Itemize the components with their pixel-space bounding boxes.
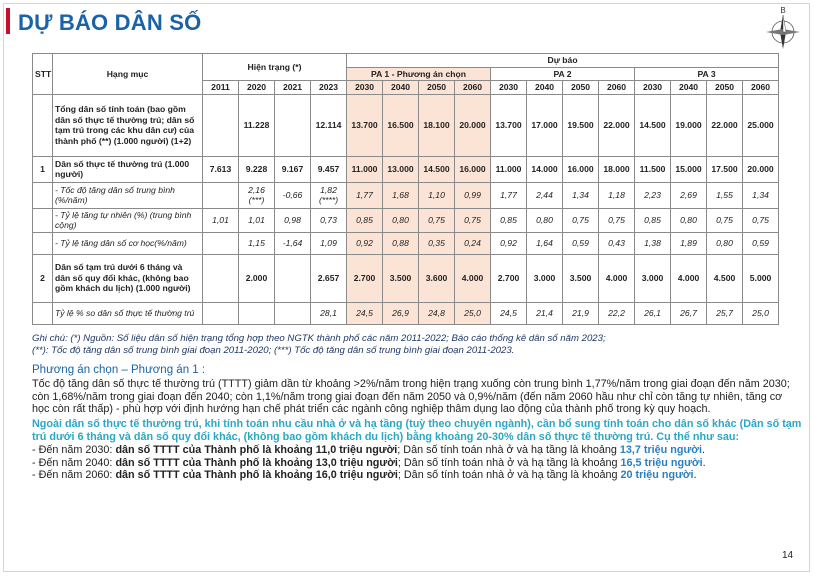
cell-ht: 12.114 [311,94,347,156]
cell-pa1: 0,99 [455,182,491,208]
cell-ht: -1,64 [275,232,311,254]
cell-pa3: 5.000 [743,254,779,302]
cell-ht [275,94,311,156]
bullet-bold: dân số TTTT của Thành phố là khoảng 11,0 triệu người [115,443,398,456]
cell-pa3: 0,80 [707,232,743,254]
bullet-end: . [701,443,705,456]
cell-pa2: 1,18 [599,182,635,208]
hangmuc-header: Hạng mục [53,54,203,95]
cell-pa2: 3.000 [527,254,563,302]
forecast-bullet [32,457,802,470]
row-label: - Tỷ lệ tăng dân số cơ học(%/năm) [53,232,203,254]
forecast-bullet [32,444,802,457]
year-header: 2050 [563,81,599,95]
cell-pa1: 0,80 [383,208,419,232]
bullet-bold: dân số TTTT của Thành phố là khoảng 13,0 triệu người [115,456,398,469]
bullet-hl: 16,5 triệu người [620,456,703,469]
table-row [33,208,779,232]
year-header: 2060 [599,81,635,95]
cell-pa1: 24,8 [419,302,455,324]
cell-pa3: 3.000 [635,254,671,302]
bullet-end: . [693,469,697,482]
forecast-bullet [32,469,802,482]
bullet-hl: 20 triệu người [620,469,694,482]
cell-pa1: 24,5 [347,302,383,324]
cell-pa2: 0,85 [491,208,527,232]
row-stt: 1 [33,156,53,182]
note-line-2: (**): Tốc độ tăng dân số trung bình giai đoạn 2011-2020; (***) Tốc độ tăng dân số trung bình giai đoạn 2011-2023. [32,345,515,356]
cell-pa2: 11.000 [491,156,527,182]
row-label: Dân số thực tế thường trú (1.000 người) [53,156,203,182]
cell-pa3: 19.000 [671,94,707,156]
row-label: Dân số tạm trú dưới 6 tháng và dân số quy đổi khác, (không bao gồm khách du lịch) (1.000 người) [53,254,203,302]
cell-pa1: 3.500 [383,254,419,302]
forecast-bullets [32,444,802,482]
cell-pa2: 0,80 [527,208,563,232]
bullet-mid: ; Dân số tính toán nhà ở và hạ tầng là khoảng [397,469,621,482]
year-header: 2030 [635,81,671,95]
cell-ht [203,302,239,324]
table-row [33,254,779,302]
cell-ht: 2.657 [311,254,347,302]
cell-pa2: 0,59 [563,232,599,254]
year-header: 2011 [203,81,239,95]
population-forecast-table [32,53,779,325]
cell-pa2: 17.000 [527,94,563,156]
cell-ht [203,254,239,302]
row-stt [33,208,53,232]
pa3-header: PA 3 [635,67,779,81]
cell-pa2: 19.500 [563,94,599,156]
cell-pa1: 0,85 [347,208,383,232]
cell-pa2: 22.000 [599,94,635,156]
bullet-hl: 13,7 triệu người [619,443,702,456]
row-stt [33,182,53,208]
cell-pa2: 14.000 [527,156,563,182]
cell-pa3: 25,0 [743,302,779,324]
cell-pa2: 24,5 [491,302,527,324]
cell-pa3: 25.000 [743,94,779,156]
cell-ht [203,182,239,208]
cell-pa2: 0,75 [563,208,599,232]
cell-pa3: 0,85 [635,208,671,232]
cell-pa3: 20.000 [743,156,779,182]
cell-pa3: 4.500 [707,254,743,302]
cell-pa2: 21,4 [527,302,563,324]
cell-pa3: 17.500 [707,156,743,182]
bullet-bold: dân số TTTT của Thành phố là khoảng 16,0 triệu người [115,469,398,482]
year-header: 2040 [527,81,563,95]
bullet-prefix: - Đến năm 2040: [32,456,116,469]
cell-ht: 1,15 [239,232,275,254]
cell-pa2: 2.700 [491,254,527,302]
row-stt: 2 [33,254,53,302]
cell-pa1: 0,35 [419,232,455,254]
cell-pa3: 1,55 [707,182,743,208]
compass-label: B [780,6,786,15]
cell-pa1: 3.600 [419,254,455,302]
table-row [33,156,779,182]
cell-pa3: 1,38 [635,232,671,254]
cell-ht: 1,01 [203,208,239,232]
cell-ht: 28,1 [311,302,347,324]
cell-pa3: 26,7 [671,302,707,324]
cell-pa1: 16.500 [383,94,419,156]
note-line-1: Ghi chú: (*) Nguồn: Số liệu dân số hiện trạng tổng hợp theo NGTK thành phố các năm 2011-2022; Báo cáo thống kê dân số năm 2023; [32,333,606,344]
year-header: 2040 [383,81,419,95]
cell-ht: 2,16 (***) [239,182,275,208]
cell-pa1: 4.000 [455,254,491,302]
year-header: 2060 [743,81,779,95]
cell-ht [275,302,311,324]
cell-pa3: 25,7 [707,302,743,324]
cell-pa3: 11.500 [635,156,671,182]
page-number: 14 [782,550,794,561]
cell-pa2: 1,34 [563,182,599,208]
row-stt [33,232,53,254]
page-title: DỰ BÁO DÂN SỐ [18,10,202,35]
cell-pa1: 0,75 [419,208,455,232]
cell-pa1: 20.000 [455,94,491,156]
stt-header: STT [33,54,53,95]
cell-pa2: 2,44 [527,182,563,208]
row-stt [33,302,53,324]
cell-pa1: 26,9 [383,302,419,324]
cell-pa3: 0,59 [743,232,779,254]
cell-ht [275,254,311,302]
cell-ht: 9.228 [239,156,275,182]
cell-pa3: 15.000 [671,156,707,182]
cell-pa3: 0,75 [707,208,743,232]
cell-pa2: 21,9 [563,302,599,324]
cell-ht: 1,09 [311,232,347,254]
cell-pa1: 0,75 [455,208,491,232]
table-row [33,302,779,324]
cell-ht [203,232,239,254]
year-header: 2040 [671,81,707,95]
cell-pa1: 0,88 [383,232,419,254]
cell-ht: 1,01 [239,208,275,232]
cell-pa2: 13.700 [491,94,527,156]
cell-pa3: 26,1 [635,302,671,324]
cell-ht: 11.228 [239,94,275,156]
cell-pa3: 22.000 [707,94,743,156]
year-header: 2030 [347,81,383,95]
cell-pa3: 0,80 [671,208,707,232]
cell-ht [203,94,239,156]
cell-pa2: 0,43 [599,232,635,254]
cell-pa2: 3.500 [563,254,599,302]
year-header: 2020 [239,81,275,95]
hientrang-header: Hiện trạng (*) [203,54,347,81]
cell-ht: 9.167 [275,156,311,182]
cell-pa1: 11.000 [347,156,383,182]
cell-pa1: 0,24 [455,232,491,254]
cell-ht: 7.613 [203,156,239,182]
cell-pa2: 0,92 [491,232,527,254]
cell-pa1: 2.700 [347,254,383,302]
bullet-end: . [702,456,706,469]
cell-ht: 0,98 [275,208,311,232]
cell-pa3: 14.500 [635,94,671,156]
cell-ht: 1,82 (****) [311,182,347,208]
cell-pa1: 16.000 [455,156,491,182]
cell-pa1: 1,68 [383,182,419,208]
year-header: 2050 [707,81,743,95]
cell-pa3: 0,75 [743,208,779,232]
cell-pa1: 14.500 [419,156,455,182]
dubao-header: Dự báo [347,54,779,68]
compass-icon [758,4,808,50]
bullet-prefix: - Đến năm 2060: [32,469,116,482]
cell-pa1: 25,0 [455,302,491,324]
cell-pa1: 18.100 [419,94,455,156]
table-row [33,232,779,254]
cell-pa1: 0,92 [347,232,383,254]
bullet-prefix: - Đến năm 2030: [32,443,116,456]
cell-pa2: 4.000 [599,254,635,302]
cell-ht: 0,73 [311,208,347,232]
additional-population-paragraph: Ngoài dân số thực tế thường trú, khi tính toán nhu cầu nhà ở và hạ tầng (tuỳ theo chuyên ngành), cần bổ sung tính toán cho dân số khác (Dân số tạm trú dưới 6 tháng và dân số quy đổi khác, (không bao gồm khách du lịch) bằng khoảng 20-30% dân số thực tế thường trú. Cụ thể như sau: [32,418,802,443]
cell-pa1: 13.000 [383,156,419,182]
bullet-mid: ; Dân số tính toán nhà ở và hạ tầng là khoảng [397,456,621,469]
row-label: Tổng dân số tính toán (bao gồm dân số thực tế thường trú; dân số tạm trú trong các khu dân cư) của thành phố (**) (1.000 người) (1+2) [53,94,203,156]
cell-pa3: 2,69 [671,182,707,208]
cell-pa2: 22,2 [599,302,635,324]
cell-pa3: 1,34 [743,182,779,208]
analysis-body [32,364,802,482]
year-header: 2050 [419,81,455,95]
table-notes [32,333,792,357]
cell-pa2: 18.000 [599,156,635,182]
table-row [33,94,779,156]
cell-pa3: 1,89 [671,232,707,254]
year-header: 2030 [491,81,527,95]
growth-paragraph: Tốc độ tăng dân số thực tế thường trú (TTTT) giảm dần từ khoảng >2%/năm trong hiện trạng xuống còn trung bình 1,77%/năm trong giai đoạn đến năm 2030; còn 1,68%/năm trong giai đoạn đến 2040; còn 1,1%/năm trong giai đoạn đến năm 2050 và 0,9%/năm (đến năm 2060 hầu như chỉ còn tăng tự nhiên, tăng cơ học còn rất thấp) - phù hợp với định hướng hạn chế phát triển các ngành công nghiệp thâm dụng lao động của thành phố trong kỳ quy hoạch. [32,377,790,416]
title-accent-bar [6,8,10,34]
cell-pa3: 2,23 [635,182,671,208]
table-row [33,182,779,208]
row-label: - Tốc độ tăng dân số trung bình (%/năm) [53,182,203,208]
cell-pa3: 4.000 [671,254,707,302]
cell-pa1: 1,10 [419,182,455,208]
cell-ht: -0,66 [275,182,311,208]
row-label: Tỷ lệ % so dân số thực tế thường trú [53,302,203,324]
year-header: 2023 [311,81,347,95]
row-stt [33,94,53,156]
cell-pa2: 1,77 [491,182,527,208]
cell-pa1: 1,77 [347,182,383,208]
cell-pa2: 1,64 [527,232,563,254]
cell-ht [239,302,275,324]
cell-pa2: 16.000 [563,156,599,182]
cell-pa1: 13.700 [347,94,383,156]
cell-ht: 2.000 [239,254,275,302]
row-label: - Tỷ lệ tăng tự nhiên (%) (trung bình cộng) [53,208,203,232]
pa2-header: PA 2 [491,67,635,81]
year-header: 2060 [455,81,491,95]
pa1-header: PA 1 - Phương án chọn [347,67,491,81]
option-heading: Phương án chọn – Phương án 1 : [32,364,206,376]
cell-ht: 9.457 [311,156,347,182]
bullet-mid: ; Dân số tính toán nhà ở và hạ tầng là khoảng [397,443,620,456]
population-table-wrap [32,53,776,325]
cell-pa2: 0,75 [599,208,635,232]
year-header: 2021 [275,81,311,95]
